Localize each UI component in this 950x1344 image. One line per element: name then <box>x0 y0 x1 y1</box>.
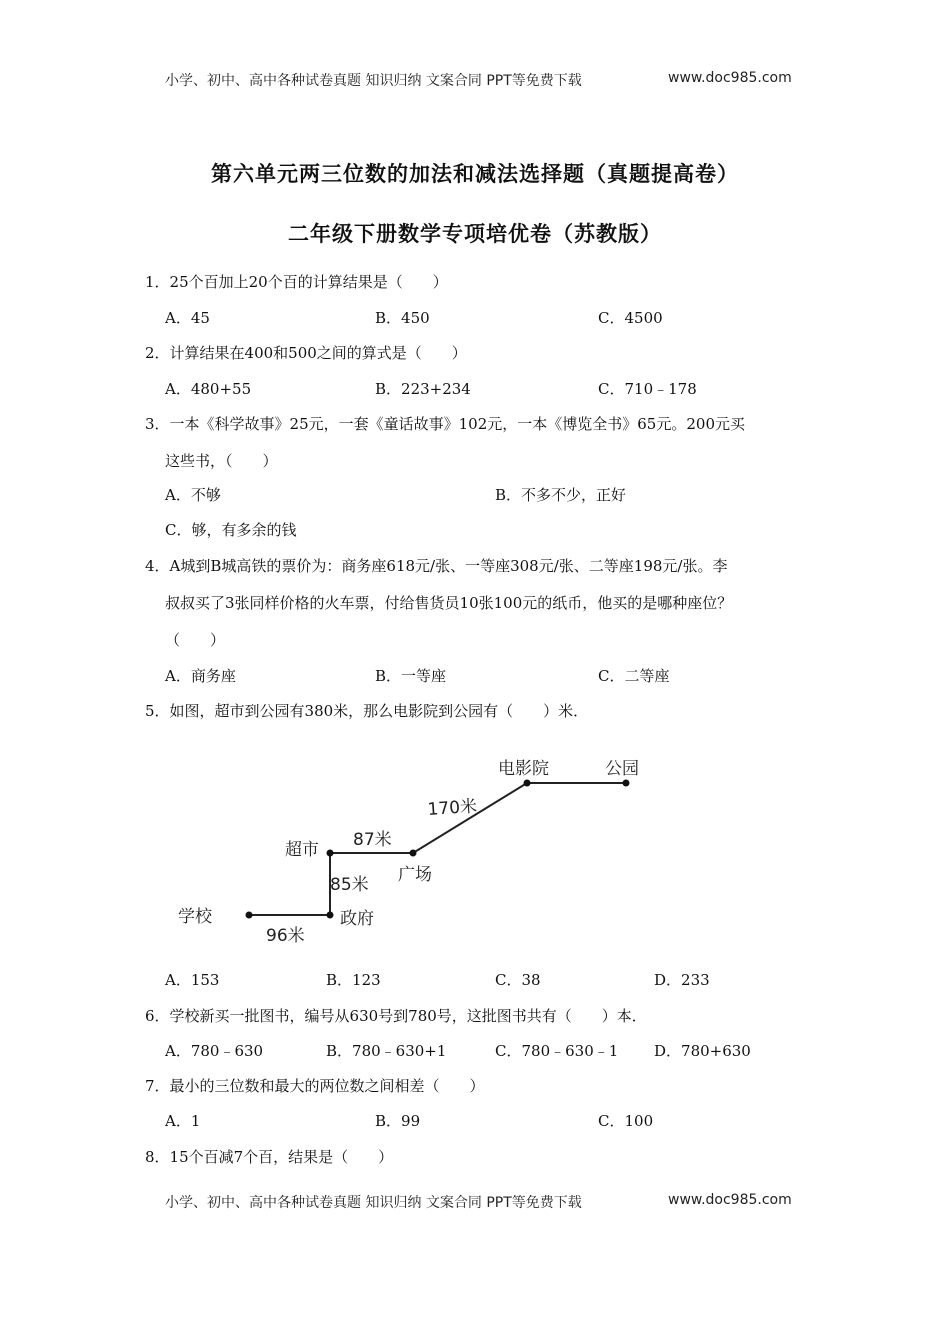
distance-market-square: 87米 <box>353 830 392 850</box>
question-3-option-b: B．不多不少，正好 <box>495 486 627 504</box>
question-5-option-b: B．123 <box>326 971 381 989</box>
question-4-option-c: C．二等座 <box>598 667 670 685</box>
question-4-option-b: B．一等座 <box>375 667 447 685</box>
header-text: 小学、初中、高中各种试卷真题 知识归纳 文案合同 PPT等免费下载 <box>165 73 582 89</box>
label-gov: 政府 <box>340 909 374 929</box>
question-5-stem: 5．如图，超市到公园有380米，那么电影院到公园有（ ）米． <box>145 702 589 720</box>
question-7-option-c: C．100 <box>598 1112 654 1130</box>
question-4-option-a: A．商务座 <box>165 667 236 685</box>
question-2-stem: 2．计算结果在400和500之间的算式是（ ） <box>145 344 467 362</box>
page-subtitle: 二年级下册数学专项培优卷（苏教版） <box>288 222 662 246</box>
label-school: 学校 <box>178 907 212 927</box>
question-6-stem: 6．学校新买一批图书，编号从630号到780号，这批图书共有（ ）本． <box>145 1007 647 1025</box>
question-6-option-b: B．780﹣630+1 <box>326 1042 447 1060</box>
distance-school-gov: 96米 <box>266 926 305 946</box>
question-7-option-b: B．99 <box>375 1112 421 1130</box>
label-square: 广场 <box>398 865 432 885</box>
question-7-stem: 7．最小的三位数和最大的两位数之间相差（ ） <box>145 1077 485 1095</box>
question-1-option-b: B．450 <box>375 309 430 327</box>
question-3-option-c: C．够，有多余的钱 <box>165 521 297 539</box>
question-3-stem-line1: 3．一本《科学故事》25元，一套《童话故事》102元，一本《博览全书》65元。200元买 <box>145 415 745 433</box>
footer-text: 小学、初中、高中各种试卷真题 知识归纳 文案合同 PPT等免费下载 <box>165 1195 582 1211</box>
question-6-option-c: C．780﹣630﹣1 <box>495 1042 619 1060</box>
label-cinema: 电影院 <box>498 759 549 779</box>
question-6-option-a: A．780﹣630 <box>165 1042 264 1060</box>
question-2-option-b: B．223+234 <box>375 380 471 398</box>
question-3-option-a: A．不够 <box>165 486 221 504</box>
question-5-option-a: A．153 <box>165 971 220 989</box>
question-4-stem-line3: （ ） <box>165 631 226 649</box>
question-1-option-c: C．4500 <box>598 309 663 327</box>
school-point <box>246 912 253 919</box>
question-7-option-a: A．1 <box>165 1112 201 1130</box>
page-title: 第六单元两三位数的加法和减法选择题（真题提高卷） <box>211 162 739 186</box>
header-url: www.doc985.com <box>668 70 792 86</box>
question-2-option-a: A．480+55 <box>165 380 252 398</box>
market-point <box>327 850 334 857</box>
label-park: 公园 <box>605 759 639 779</box>
question-6-option-d: D．780+630 <box>654 1042 751 1060</box>
distance-square-cinema: 170米 <box>426 796 478 820</box>
question-5-option-d: D．233 <box>654 971 710 989</box>
question-1-option-a: A．45 <box>165 309 210 327</box>
cinema-point <box>524 780 531 787</box>
label-market: 超市 <box>285 840 319 860</box>
question-3-stem-line2: 这些书，（ ） <box>165 452 278 470</box>
footer-url: www.doc985.com <box>668 1192 792 1208</box>
park-point <box>623 780 630 787</box>
gov-point <box>327 912 334 919</box>
question-4-stem-line2: 叔叔买了3张同样价格的火车票，付给售货员10张100元的纸币，他买的是哪种座位？ <box>165 594 733 612</box>
question-4-stem-line1: 4．A城到B城高铁的票价为：商务座618元/张、一等座308元/张、二等座198元/张。李 <box>145 557 728 575</box>
question-1-stem: 1．25个百加上20个百的计算结果是（ ） <box>145 273 448 291</box>
route-diagram <box>160 745 660 960</box>
distance-gov-market: 85米 <box>330 875 369 895</box>
square-point <box>410 850 417 857</box>
question-2-option-c: C．710﹣178 <box>598 380 697 398</box>
question-5-option-c: C．38 <box>495 971 541 989</box>
question-8-stem: 8．15个百减7个百，结果是（ ） <box>145 1148 394 1166</box>
